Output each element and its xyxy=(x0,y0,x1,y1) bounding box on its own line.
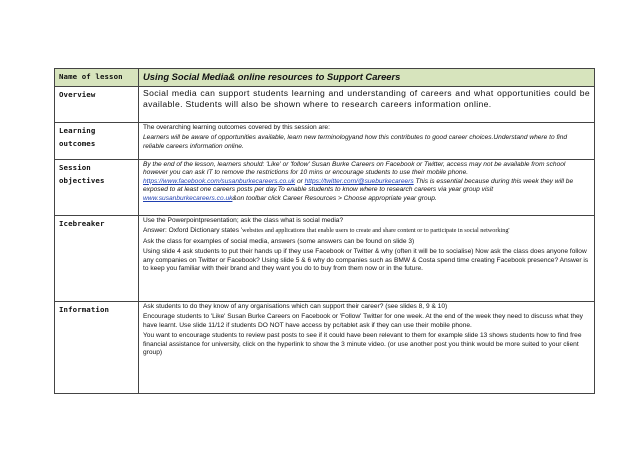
icebreaker-row xyxy=(55,216,595,302)
objectives-text-1: By the end of the lesson, learners should: 'Like' or 'follow' Susan Burke Careers on Facebook or Twitter, access may not be available from school however you can ask IT to remove the restrictions for 10 mins or encourage students to use their mobile phone. xyxy=(143,161,566,177)
icebreaker-text xyxy=(139,216,595,302)
session-objectives-text xyxy=(139,160,595,216)
twitter-link[interactable]: https://twitter.com/@sueburkecareers xyxy=(304,177,414,185)
information-label: Information xyxy=(55,302,139,394)
icebreaker-p3: Ask the class for examples of social media, answers (some answers can be found on slide 3) xyxy=(143,237,415,245)
icebreaker-answer-quote: websites and applications that enable users to create and share content or to participate in social networking' xyxy=(242,227,510,235)
icebreaker-p4: Using slide 4 ask students to put their hands up if they use Facebook or Twitter & why (often it will be to socialise) Now ask the class does anyone follow any companies on Twitter or Facebook? Using slide 5 & 6 why do companies such as BMW & Costa spend time creating Facebook presence? Answer is to keep you familiar with their brand and they want you do to buy from them now or in the future. xyxy=(143,248,589,273)
session-objectives-label-line1: Session xyxy=(59,163,91,172)
website-link[interactable]: www.susanburkecareers.co.uk xyxy=(143,194,233,202)
learning-outcomes-row xyxy=(55,123,595,160)
icebreaker-label: Icebreaker xyxy=(55,216,139,302)
lesson-name-label: Name of lesson xyxy=(55,69,139,87)
overview-label: Overview xyxy=(55,87,139,123)
icebreaker-answer-lead: Answer: Oxford Dictionary states ' xyxy=(143,227,243,235)
lesson-plan-table xyxy=(54,68,595,394)
information-p3: You want to encourage students to review past posts to see if it could have been relevant to them for example slide 13 shows students how to find free financial assistance for university, click on the hyperlink to show the 3 minute video. (or use another post you think would be more suited to your client group) xyxy=(143,332,582,357)
learning-outcomes-label-line1: Learning xyxy=(59,126,96,135)
overview-text: Social media can support students learning and understanding of careers and what opportunities could be available. Students will also be shown where to research careers information online. xyxy=(139,87,595,123)
session-objectives-label-line2: objectives xyxy=(59,176,105,185)
lesson-name-row xyxy=(55,69,595,87)
information-p1: Ask students to do they know of any organisations which can support their career? (see slides 8, 9 & 10) xyxy=(143,303,448,310)
icebreaker-p2 xyxy=(143,227,590,235)
icebreaker-p1: Use the Powerpointpresentation; ask the class what is social media? xyxy=(143,217,344,224)
objectives-text-2: or xyxy=(295,177,305,185)
session-objectives-label xyxy=(55,160,139,216)
information-p2: Encourage students to 'Like' Susan Burke Careers on Facebook or 'Follow' Twitter for one week. At the end of the week they need to discuss what they have learnt. Use slide 11/12 if students DO NOT have access by pc/tablet ask if they can use their mobile phone. xyxy=(143,313,583,329)
outcomes-detail: Learners will be aware of opportunities available, learn new terminologyand how this contributes to good career choices.Understand where to find reliable careers information online. xyxy=(143,134,568,150)
information-text xyxy=(139,302,595,394)
learning-outcomes-text xyxy=(139,123,595,160)
outcomes-intro: The overarching learning outcomes covered by this session are: xyxy=(143,124,330,131)
learning-outcomes-label xyxy=(55,123,139,160)
overview-row xyxy=(55,87,595,123)
facebook-link[interactable]: https://www.facebook.com/susanburkecareers.co.uk xyxy=(143,177,296,185)
information-row xyxy=(55,302,595,394)
lesson-title: Using Social Media& online resources to Support Careers xyxy=(139,69,595,87)
learning-outcomes-label-line2: outcomes xyxy=(59,139,96,148)
objectives-text-4: &on toolbar click Career Resources > Choose appropriate year group. xyxy=(232,194,437,202)
objectives-text-3: This is essential because during this week they will be exposed to at least one careers posts per day.To enable students to know where to research careers via year group visit xyxy=(143,177,574,194)
session-objectives-row xyxy=(55,160,595,216)
